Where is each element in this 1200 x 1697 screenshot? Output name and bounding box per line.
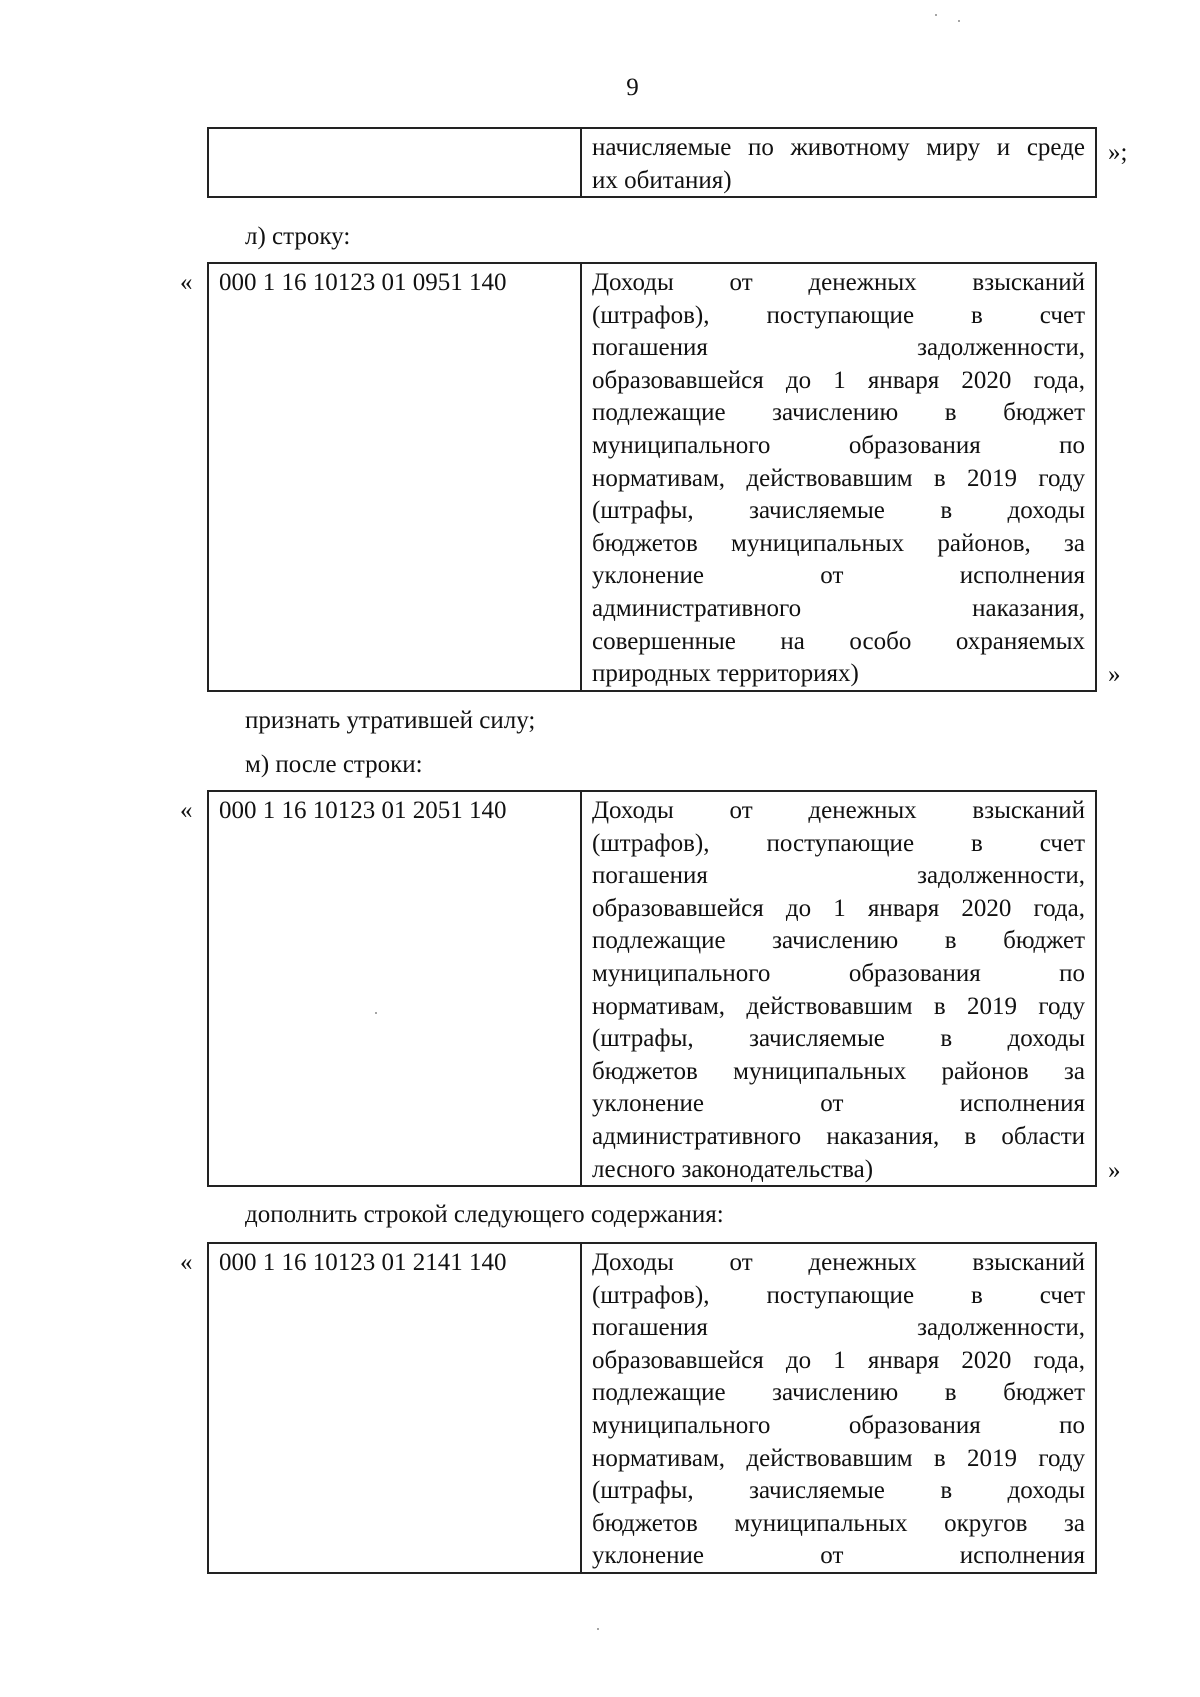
description-line: нормативам, действовавшим в 2019 году [592,1444,1085,1472]
scan-artifact [375,1012,377,1014]
description-line: совершенные на особо охраняемых [592,627,1085,655]
description-line: (штрафы, зачисляемые в доходы [592,1025,1085,1053]
scan-artifact [958,20,960,22]
description-line: (штрафы, зачисляемые в доходы [592,1477,1085,1505]
budget-code-cell: 000 1 16 10123 01 2141 140 [208,1243,581,1573]
description-line: бюджетов муниципальных районов за [592,1057,1085,1085]
item-l-instruction: признать утратившей силу; [245,707,536,734]
description-cell [581,128,1096,197]
description-line: лесного законодательства) [592,1155,874,1183]
item-l-table [207,262,1097,692]
close-quote: » [1108,661,1121,688]
new-row-table [207,1242,1097,1574]
description-line: муниципального образования по [592,959,1085,987]
description-line: погашения задолженности, [592,334,1085,362]
close-quote: »; [1108,139,1128,166]
description-line: Доходы от денежных взысканий [592,797,1085,824]
description-line: Доходы от денежных взысканий [592,269,1085,296]
description-line: муниципального образования по [592,1411,1085,1439]
description-line: Доходы от денежных взысканий [592,1249,1085,1276]
budget-code-cell: 000 1 16 10123 01 0951 140 [208,263,581,691]
description-line: образовавшейся до 1 января 2020 года, [592,366,1085,394]
open-quote: « [180,269,193,296]
description-cell [581,263,1096,691]
description-line: бюджетов муниципальных округов за [592,1509,1085,1537]
description-line: административного наказания, [592,594,1085,622]
description-line: нормативам, действовавшим в 2019 году [592,992,1085,1020]
description-line: бюджетов муниципальных районов, за [592,529,1085,557]
description-line: их обитания) [592,166,732,194]
description-cell [581,1243,1096,1573]
table-row [208,1243,1096,1573]
description-line: нормативам, действовавшим в 2019 году [592,464,1085,492]
description-line: образовавшейся до 1 января 2020 года, [592,1346,1085,1374]
item-m-instruction: дополнить строкой следующего содержания: [245,1201,724,1228]
close-quote: » [1108,1157,1121,1184]
table-row [208,128,1096,197]
description-line: природных территориях) [592,660,859,688]
table-row [208,263,1096,691]
description-line: уклонение от исполнения [592,562,1085,590]
description-line: муниципального образования по [592,431,1085,459]
description-line: подлежащие зачислению в бюджет [592,399,1085,427]
code-cell-empty [208,128,581,197]
description-line: погашения задолженности, [592,862,1085,890]
description-line: (штрафов), поступающие в счет [592,301,1085,329]
description-line: подлежащие зачислению в бюджет [592,1379,1085,1407]
page-number: 9 [626,74,639,101]
description-line: образовавшейся до 1 января 2020 года, [592,894,1085,922]
description-line: уклонение от исполнения [592,1542,1085,1570]
scan-artifact [597,1628,599,1630]
description-line: погашения задолженности, [592,1314,1085,1342]
description-line: подлежащие зачислению в бюджет [592,927,1085,955]
description-line: начисляемые по животному миру и среде [592,134,1085,161]
scan-artifact [935,14,937,16]
top-fragment-table [207,127,1097,198]
description-cell [581,791,1096,1186]
budget-code-cell: 000 1 16 10123 01 2051 140 [208,791,581,1186]
open-quote: « [180,1249,193,1276]
item-m-heading: м) после строки: [245,751,423,778]
open-quote: « [180,797,193,824]
description-line: (штрафов), поступающие в счет [592,829,1085,857]
table-row [208,791,1096,1186]
description-line: (штрафы, зачисляемые в доходы [592,497,1085,525]
description-line: административного наказания, в области [592,1122,1085,1150]
item-m-table [207,790,1097,1187]
item-l-heading: л) строку: [245,223,351,250]
description-line: уклонение от исполнения [592,1090,1085,1118]
description-line: (штрафов), поступающие в счет [592,1281,1085,1309]
